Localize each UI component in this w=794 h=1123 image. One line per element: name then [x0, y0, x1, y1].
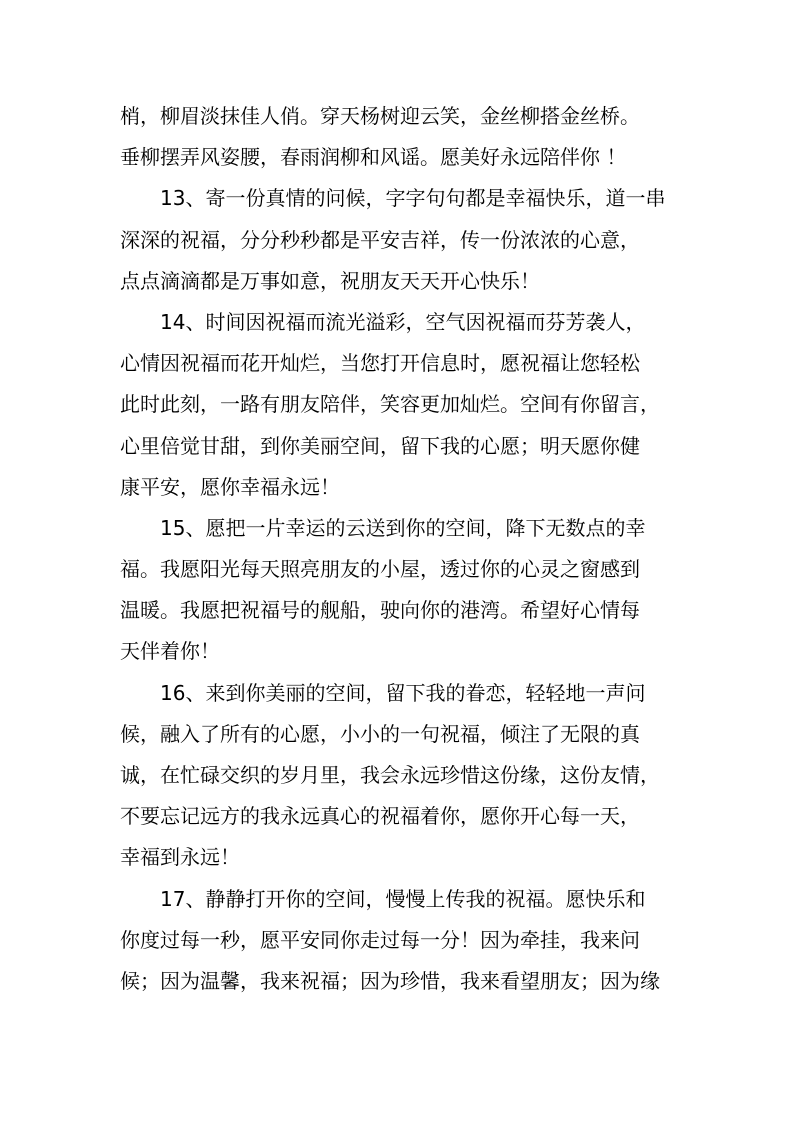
paragraph-17-line: 17、静静打开你的空间，慢慢上传我的祝福。愿快乐和 — [120, 886, 646, 911]
text-line: 梢，柳眉淡抹佳人俏。穿天杨树迎云笑，金丝柳搭金丝桥。 — [120, 104, 640, 128]
document-body — [120, 96, 680, 1002]
text-line: 心里倍觉甘甜，到你美丽空间，留下我的心愿；明天愿你健 — [120, 433, 640, 458]
text-line: 点点滴滴都是万事如意，祝朋友天天开心快乐！ — [120, 268, 540, 293]
paragraph-13-line: 13、寄一份真情的问候，字字句句都是幸福快乐，道一串 — [120, 186, 666, 211]
text-line: 幸福到永远！ — [120, 845, 240, 870]
text-line: 候，融入了所有的心愿，小小的一句祝福，倾注了无限的真 — [120, 721, 640, 746]
text-line: 深深的祝福，分分秒秒都是平安吉祥，传一份浓浓的心意， — [120, 227, 640, 252]
paragraph-14-line: 14、时间因祝福而流光溢彩，空气因祝福而芬芳袭人， — [120, 309, 646, 334]
text-line: 候；因为温馨，我来祝福；因为珍惜，我来看望朋友；因为缘 — [120, 968, 660, 993]
text-line: 此时此刻，一路有朋友陪伴，笑容更加灿烂。空间有你留言， — [120, 392, 660, 417]
text-line: 温暖。我愿把祝福号的舰船，驶向你的港湾。希望好心情每 — [120, 598, 640, 623]
text-line: 垂柳摆弄风姿腰，春雨润柳和风谣。愿美好永远陪伴你 ！ — [120, 145, 627, 170]
paragraph-15-line: 15、愿把一片幸运的云送到你的空间，降下无数点的幸 — [120, 515, 646, 540]
text-line: 你度过每一秒，愿平安同你走过每一分！因为牵挂，我来问 — [120, 927, 640, 952]
text-line: 天伴着你！ — [120, 639, 220, 664]
text-line: 康平安，愿你幸福永远！ — [120, 474, 340, 499]
text-line: 不要忘记远方的我永远真心的祝福着你，愿你开心每一天， — [120, 804, 640, 829]
paragraph-16-line: 16、来到你美丽的空间，留下我的眷恋，轻轻地一声问 — [120, 680, 646, 705]
text-line: 诚，在忙碌交织的岁月里，我会永远珍惜这份缘，这份友情， — [120, 763, 660, 787]
text-line: 福。我愿阳光每天照亮朋友的小屋，透过你的心灵之窗感到 — [120, 557, 640, 582]
text-line: 心情因祝福而花开灿烂，当您打开信息时，愿祝福让您轻松 — [120, 351, 640, 376]
